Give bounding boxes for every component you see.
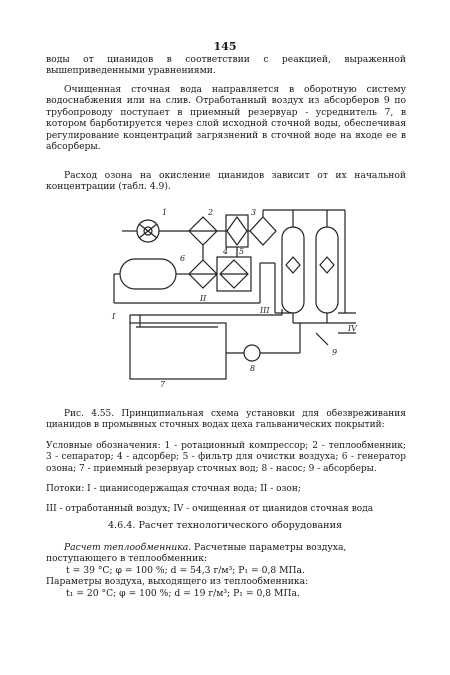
stream-i: I <box>112 312 116 321</box>
formula-outlet: t₁ = 20 °C; φ = 100 %; d = 19 г/м³; P₁ = 0,8 МПа. <box>66 587 300 599</box>
caption-flows-1: Потоки: I - цианисодержащая сточная вода; II - озон; <box>46 484 301 495</box>
page-number: 145 <box>213 40 237 53</box>
calc-intro-italic: Расчет теплообменника. <box>64 542 192 553</box>
formula-inlet: t = 39 °C; φ = 100 %; d = 54,3 г/м³; P₁ = 0,8 МПа. <box>66 564 305 576</box>
figure-caption <box>46 400 406 525</box>
receiver-tank-icon <box>130 323 226 379</box>
label-1: 1 <box>162 208 168 217</box>
outlet-intro: Параметры воздуха, выходящего из теплообменника: <box>46 576 309 588</box>
ozone-generator-icon <box>120 259 176 289</box>
paragraph-2 <box>46 84 406 152</box>
paragraph-3-text: Расход озона на окисление цианидов зависит от их начальной концентрации (табл. 4.9). <box>46 170 406 193</box>
calculation-block <box>46 542 406 599</box>
stream-iv: IV <box>348 324 357 333</box>
label-8: 8 <box>250 364 256 373</box>
label-9: 9 <box>332 348 338 357</box>
filter-icon <box>250 217 276 245</box>
paragraph-1-text: воды от цианидов в соответствии с реакцией, выраженной вышеприведенными уравнениями. <box>46 54 406 77</box>
stream-iii: III <box>260 306 270 315</box>
caption-flows-2: III - отработанный воздух; IV - очищенная от цианидов сточная вода <box>46 504 374 515</box>
caption-head: Рис. 4.55. Принципиальная схема установки для обезвреживания цианидов в промывных сточных водах цеха гальванических покрытий: <box>46 409 406 431</box>
label-5: 5 <box>239 247 245 256</box>
paragraph-2-text: Очищенная сточная вода направляется в оборотную систему водоснабжения или на слив. Отработанный воздух из абсорберов 9 по трубопроводу поступает в приемный резервуар - усреднитель 7, в котором барботируется через слой исходной сточной воды, обеспечивая регулирование концентраций загрязнений в сточной воде на входе ее в абсорберы. <box>46 84 406 153</box>
absorber-icon <box>316 227 338 313</box>
label-2: 2 <box>208 208 214 217</box>
separator-icon <box>226 215 248 247</box>
calc-intro <box>46 542 406 565</box>
process-schematic <box>100 205 370 390</box>
paragraph-3 <box>46 170 406 193</box>
pump-icon <box>244 345 260 361</box>
calc-intro-rest: Расчетные параметры воздуха, поступающего в теплообменник: <box>46 542 347 565</box>
caption-legend: Условные обозначения: 1 - ротационный компрессор; 2 - теплообменник; 3 - сепаратор; 4 - адсорбер; 5 - фильтр для очистки воздуха; 6 - генератор озона; 7 - приемный резервуар сточных вод; 8 - насос; 9 - абсорберы. <box>46 440 406 474</box>
label-3: 3 <box>251 208 257 217</box>
paragraph-1 <box>46 54 406 77</box>
label-4: 4 <box>223 247 229 256</box>
label-6: 6 <box>180 254 186 263</box>
stream-ii: II <box>200 294 207 303</box>
absorber-icon <box>282 227 304 313</box>
label-7: 7 <box>160 380 166 389</box>
section-title: 4.6.4. Расчет технологического оборудования <box>107 520 343 531</box>
